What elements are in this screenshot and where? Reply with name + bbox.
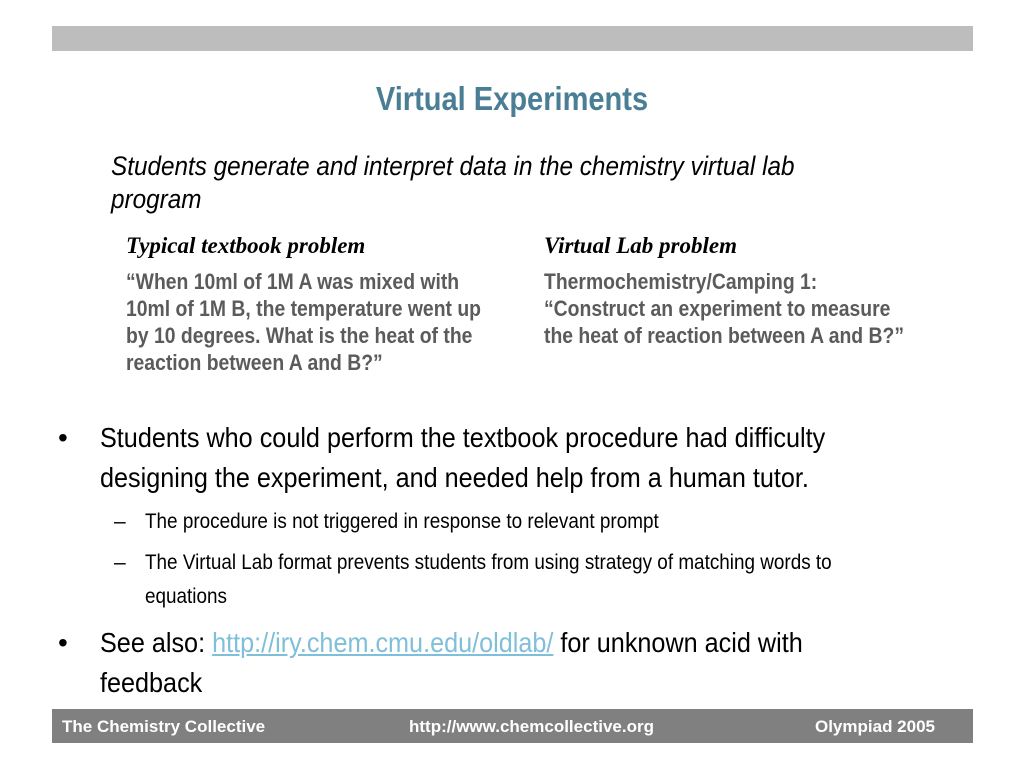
footer-bar bbox=[52, 709, 973, 743]
virtual-lab-problem-heading: Virtual Lab problem bbox=[544, 233, 737, 258]
textbook-problem-column bbox=[126, 232, 506, 376]
textbook-problem-text: “When 10ml of 1M A was mixed with 10ml of 1M B, the temperature went up by 10 degrees. What is the heat of the reaction between A and B?” bbox=[126, 269, 481, 375]
footer-event: Olympiad 2005 bbox=[814, 717, 935, 736]
sub-bullet-text: The procedure is not triggered in response to relevant prompt bbox=[145, 510, 659, 533]
slide-subtitle: Students generate and interpret data in the chemistry virtual lab program bbox=[111, 151, 795, 214]
bullet-text bbox=[100, 623, 838, 703]
sub-bullet-marker: – bbox=[114, 551, 126, 574]
see-also-label: See also: bbox=[100, 627, 213, 658]
sub-bullet-marker: – bbox=[114, 510, 126, 533]
bullet-marker: • bbox=[58, 627, 68, 658]
header-bar bbox=[52, 26, 973, 51]
textbook-problem-heading: Typical textbook problem bbox=[126, 233, 366, 258]
virtual-lab-problem-text: Thermochemistry/Camping 1: “Construct an experiment to measure the heat of reaction between A and B?” bbox=[544, 269, 905, 348]
slide-title: Virtual Experiments bbox=[375, 80, 649, 117]
footer-org: The Chemistry Collective bbox=[62, 717, 266, 736]
footer-url: http://www.chemcollective.org bbox=[409, 717, 654, 736]
sub-bullet-text: The Virtual Lab format prevents students from using strategy of matching words to equations bbox=[145, 551, 832, 608]
oldlab-link[interactable]: http://iry.chem.cmu.edu/oldlab/ bbox=[212, 627, 554, 658]
virtual-lab-problem-column bbox=[544, 232, 924, 349]
see-also-suffix: for unknown acid with feedback bbox=[100, 627, 803, 698]
bullet-text: Students who could perform the textbook procedure had difficulty designing the experiment, and needed help from a human tutor. bbox=[100, 422, 826, 493]
bullet-marker: • bbox=[58, 422, 68, 453]
